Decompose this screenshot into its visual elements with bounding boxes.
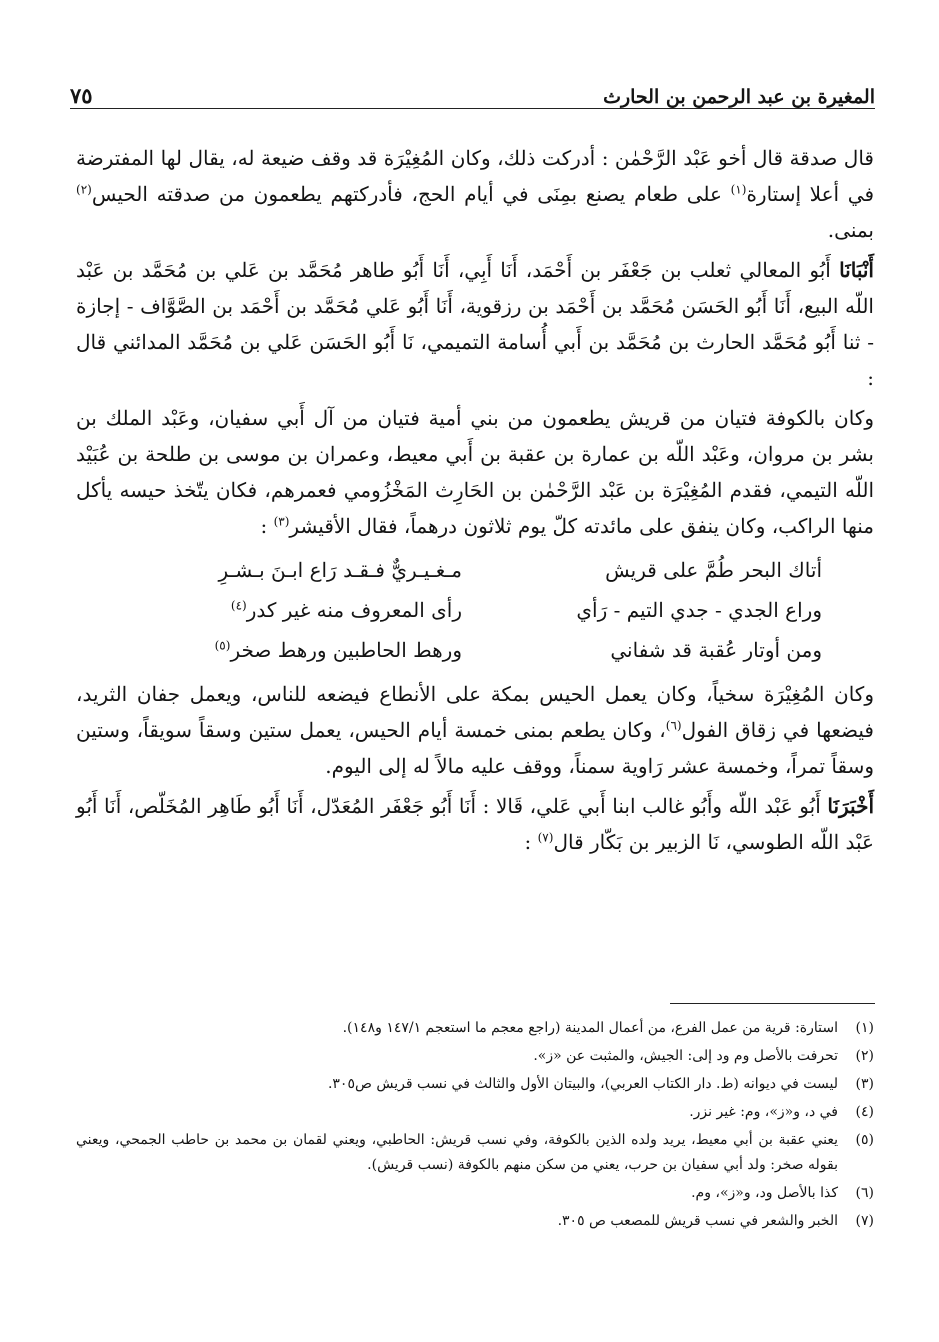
isnad-lead: أَخْبَرَنَا xyxy=(827,794,874,818)
footnote-text: في د، و«ز»، وم: غير نزر. xyxy=(689,1104,838,1120)
hemistich-text: مـغـيـريٌّ فـقـد رَاع ابـنَ بـشـرِ xyxy=(218,558,462,582)
footnote-number: (٣) xyxy=(855,1076,874,1092)
footnote-number: (٢) xyxy=(855,1048,874,1064)
verse-first-hemistich: ومن أوتار عُقبة قد شفاني xyxy=(610,638,822,662)
footnote-number: (٧) xyxy=(855,1213,874,1229)
paragraph-text: أَبُو عَبْد اللّه وأَبُو غالب ابنا أَبي عَلي، قَالا : أَنَا أَبُو جَعْفَر المُعَدّل، أَنَا أَبُو طَاهِر المُخَلّص، أَنَا أَبُو عَبْد اللّه الطوسي، نَا الزبير بن بَكّار قال xyxy=(76,794,874,854)
paragraph-text: وكان المُغِيْرَة سخياً، وكان يعمل الحيس بمكة على الأنطاع فيضعه للناس، ويعمل جفان الثريد، فيضعها في زقاق الفول xyxy=(76,682,874,742)
paragraph-text: أَبُو المعالي ثعلب بن جَعْفَر بن أَحْمَد، أَنَا أَبِي، أَنَا أَبُو طاهر مُحَمَّد بن عَلي بن مُحَمَّد بن عَبْد اللّه البيع، أَنَا أَبُو الحَسَن مُحَمَّد بن أَحْمَد بن رزقوية، أَنَا أَبُو عَلي مُحَمَّد بن أَحْمَد بن الصَّوَّاف - إجازة - ثنا أَبُو مُحَمَّد الحارث بن مُحَمَّد بن أَبي أُسامة التميمي، نَا أَبُو الحَسَن عَلي بن مُحَمَّد المدائني قال : xyxy=(76,258,874,390)
footnote-ref[interactable]: (٥) xyxy=(214,638,231,653)
paragraph-text: : xyxy=(524,830,538,854)
paragraph xyxy=(76,788,874,860)
verse-second-hemistich xyxy=(122,632,462,668)
footnote-ref[interactable]: (٤) xyxy=(230,598,247,613)
hemistich-text: رأى المعروف منه غير كدر xyxy=(246,598,462,622)
paragraph-text: على طعام يصنع بمِنَى في أيام الحج، فأدركتهم يطعمون من صدقته الحيس xyxy=(91,182,731,206)
verse-second-hemistich xyxy=(122,552,462,588)
footnote-ref[interactable]: (٦) xyxy=(665,718,682,733)
footnote-ref[interactable]: (٢) xyxy=(76,182,92,197)
footnote-text: يعني عقبة بن أبي معيط، يريد ولده الذين بالكوفة، وفي نسب قريش: الحاطبي، ويعني لقمان بن محمد بن حاطب الجمحي، ويعني بقوله صخر: ولد أبي سفيان بن حرب، يعني من سكن منهم بالكوفة (نسب قريش). xyxy=(76,1132,838,1173)
footnote-number: (١) xyxy=(855,1020,874,1036)
paragraph xyxy=(76,676,874,784)
footnote-number: (٥) xyxy=(855,1132,874,1148)
running-title: المغيرة بن عبد الرحمن بن الحارث xyxy=(603,86,875,108)
footnote-ref[interactable]: (٣) xyxy=(273,514,290,529)
footnote xyxy=(76,1044,874,1069)
footnote-ref[interactable]: (٧) xyxy=(537,830,554,845)
paragraph xyxy=(76,140,874,248)
verse-first-hemistich: وراع الجدي - جدي التيم - رَأي xyxy=(576,598,822,622)
header-rule xyxy=(70,108,875,109)
paragraph-text: ، وكان يطعم بمنى خمسة أيام الحيس، يعمل ستين وسقاً سويقاً، وستين وسقاً تمراً، وخمسة عشر رَاوية سمناً، ووقف عليه مالاً له إلى اليوم. xyxy=(76,718,874,778)
paragraph-text: وكان بالكوفة فتيان من قريش يطعمون من بني أمية فتيان من آل أَبي سفيان، وعَبْد الملك بن بشر بن مروان، وعَبْد اللّه بن عمارة بن عقبة بن أَبي معيط، وعمران بن موسى بن طلحة بن عُبَيْد اللّه التيمي، فقدم المُغِيْرَة بن عَبْد الرَّحْمٰن بن الحَارِث المَخْزُومي فعمرهم، فكان يتّخذ حيسه يأكل منها الراكب، وكان ينفق على مائدته كلّ يوم ثلاثون درهماً، فقال الأقيشر xyxy=(76,406,874,538)
footnote-number: (٤) xyxy=(855,1104,874,1120)
footnote-text: كذا بالأصل ود، و«ز»، وم. xyxy=(691,1185,838,1201)
verse-first-hemistich: أتاك البحر طُمَّ على قريش xyxy=(605,558,822,582)
running-header xyxy=(70,70,875,108)
footnote xyxy=(76,1016,874,1041)
paragraph xyxy=(76,252,874,396)
footnote xyxy=(76,1100,874,1125)
paragraph-text: : xyxy=(260,514,274,538)
footnote xyxy=(76,1072,874,1097)
footnote-ref[interactable]: (١) xyxy=(730,182,747,197)
verse-second-hemistich xyxy=(122,592,462,628)
isnad-lead: أَنْبَانَا xyxy=(839,258,874,282)
verse-line xyxy=(76,630,874,670)
footnotes xyxy=(76,1016,874,1237)
footnote-number: (٦) xyxy=(855,1185,874,1201)
footnote xyxy=(76,1209,874,1234)
footnote-text: الخبر والشعر في نسب قريش للمصعب ص ٣٠٥. xyxy=(557,1213,838,1229)
verse-line xyxy=(76,590,874,630)
footnote-text: تحرفت بالأصل وم ود إلى: الجيش، والمثبت عن «ز». xyxy=(533,1048,838,1064)
paragraph xyxy=(76,400,874,544)
hemistich-text: ورهط الحاطبين ورهط صخر xyxy=(230,638,462,662)
page-number: ٧٥ xyxy=(70,83,93,108)
footnote xyxy=(76,1181,874,1206)
footnote-text: استارة: قرية من عمل الفرع، من أعمال المدينة (راجع معجم ما استعجم ١٤٧/١ و١٤٨). xyxy=(342,1020,838,1036)
verse-line xyxy=(76,550,874,590)
main-text xyxy=(76,140,874,864)
paragraph-text: بمنى. xyxy=(827,218,874,242)
footnote xyxy=(76,1128,874,1178)
footnote-text: ليست في ديوانه (ط. دار الكتاب العربي)، والبيتان الأول والثالث في نسب قريش ص٣٠٥. xyxy=(327,1076,838,1092)
footnote-rule xyxy=(670,1003,875,1004)
paragraph-text: قال صدقة قال أخو عَبْد الرَّحْمٰن : أدركت ذلك، وكان المُغِيْرَة قد وقف ضيعة له، يقال لها المفترضة في أعلا إستارة xyxy=(76,146,875,206)
poem xyxy=(76,550,874,670)
